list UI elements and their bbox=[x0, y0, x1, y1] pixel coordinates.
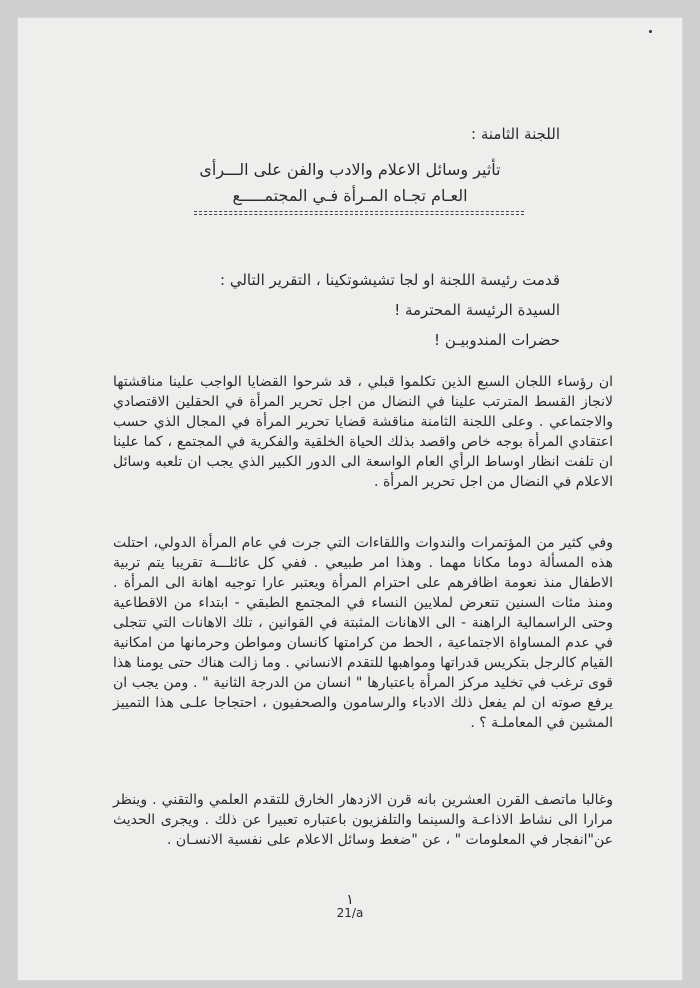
document-reference: 21/a bbox=[336, 906, 364, 920]
paragraph-2-text: وفي كثير من المؤتمرات والندوات واللقاءات التي جرت في عام المرأة الدولي، احتلت هذه المسألة دوما مكانا مهما . وهذا امر طبيعي . ففي كل عائلـــة تقريبا يتم تربية الاطفال منذ نعومة اظافرهم على احترام المرأة ويعتبر عارا توجيه اهانة الى المرأة . ومنذ مئات السنين تتعرض لملايين النساء في المجتمع الطبقي - ابتداء من الاقطاعية وحتى الراسمالية الراهنة - الى الاهانات المثبتة في القوانين ، تلك الاهانات التي تتجلى في عدم المساواة الاجتماعية ، الحط من كرامتها كانسان ومواطن وحرمانها من امكانية القيام كالرجل بتكريس قدراتها ومواهبها للتقدم الانساني . وما زالت هناك حتى يومنا هذا قوى ترغب في تخليد مركز المرأة باعتبارها " انسان من الدرجة الثانية " . ومن يجب ان يرفع صوته ان لم يفعل ذلك الادباء والرسامون والصحفيون ، احتجاجا علـى هذا التمييز المشين في المعاملـة ؟ . bbox=[113, 535, 613, 731]
title-underline bbox=[194, 211, 524, 215]
paragraph-1 bbox=[113, 372, 613, 492]
corner-speck bbox=[649, 30, 652, 33]
paragraph-2 bbox=[113, 533, 613, 733]
salutation-delegates: حضرات المندوبيـن ! bbox=[434, 331, 560, 349]
salutation-chair: السيدة الرئيسة المحترمة ! bbox=[394, 301, 560, 319]
paragraph-3 bbox=[113, 790, 613, 850]
intro-line: قدمت رئيسة اللجنة او لجا تشيشوتكينا ، التقرير التالي : bbox=[220, 271, 560, 289]
title-line-2: العـام تجـاه المـرأة فـي المجتمـــــع bbox=[232, 186, 468, 205]
committee-heading: اللجنة الثامنة : bbox=[471, 125, 560, 143]
title-line-1: تأثير وسائل الاعلام والادب والفن على الـــرأى bbox=[199, 160, 501, 179]
paragraph-1-text: ان رؤساء اللجان السبع الذين تكلموا قبلي ، قد شرحوا القضايا الواجب علينا مناقشتها لانجاز القسط المترتب علينا في النضال من اجل تحرير المرأة في الحقلين الاقتصادي والاجتماعي . وعلى اللجنة الثامنة مناقشة قضايا تحرير المرأة في المجال الذي حسب اعتقادي المرأة بوجه خاص واقصد بذلك الحياة الخلقية والفكرية في المجتمع ، كما علينا ان تلفت انظار اوساط الرأي العام الواسعة الى الدور الكبير الذي يجب ان تلعبه وسائل الاعلام في النضال من اجل تحرير المرأة . bbox=[113, 374, 613, 490]
paragraph-3-text: وغالبا ماتصف القرن العشرين بانه قرن الازدهار الخارق للتقدم العلمي والتقني . وينظر مرارا الى نشاط الاذاعـة والسينما والتلفزيون باعتباره تعبيرا عن ذلك . ويجرى الحديث عن"انفجار في المعلومات " ، عن "ضغط وسائل الاعلام على نفسية الانسـان . bbox=[113, 792, 613, 848]
page-number: ١ bbox=[346, 892, 354, 908]
document-page bbox=[18, 18, 682, 980]
